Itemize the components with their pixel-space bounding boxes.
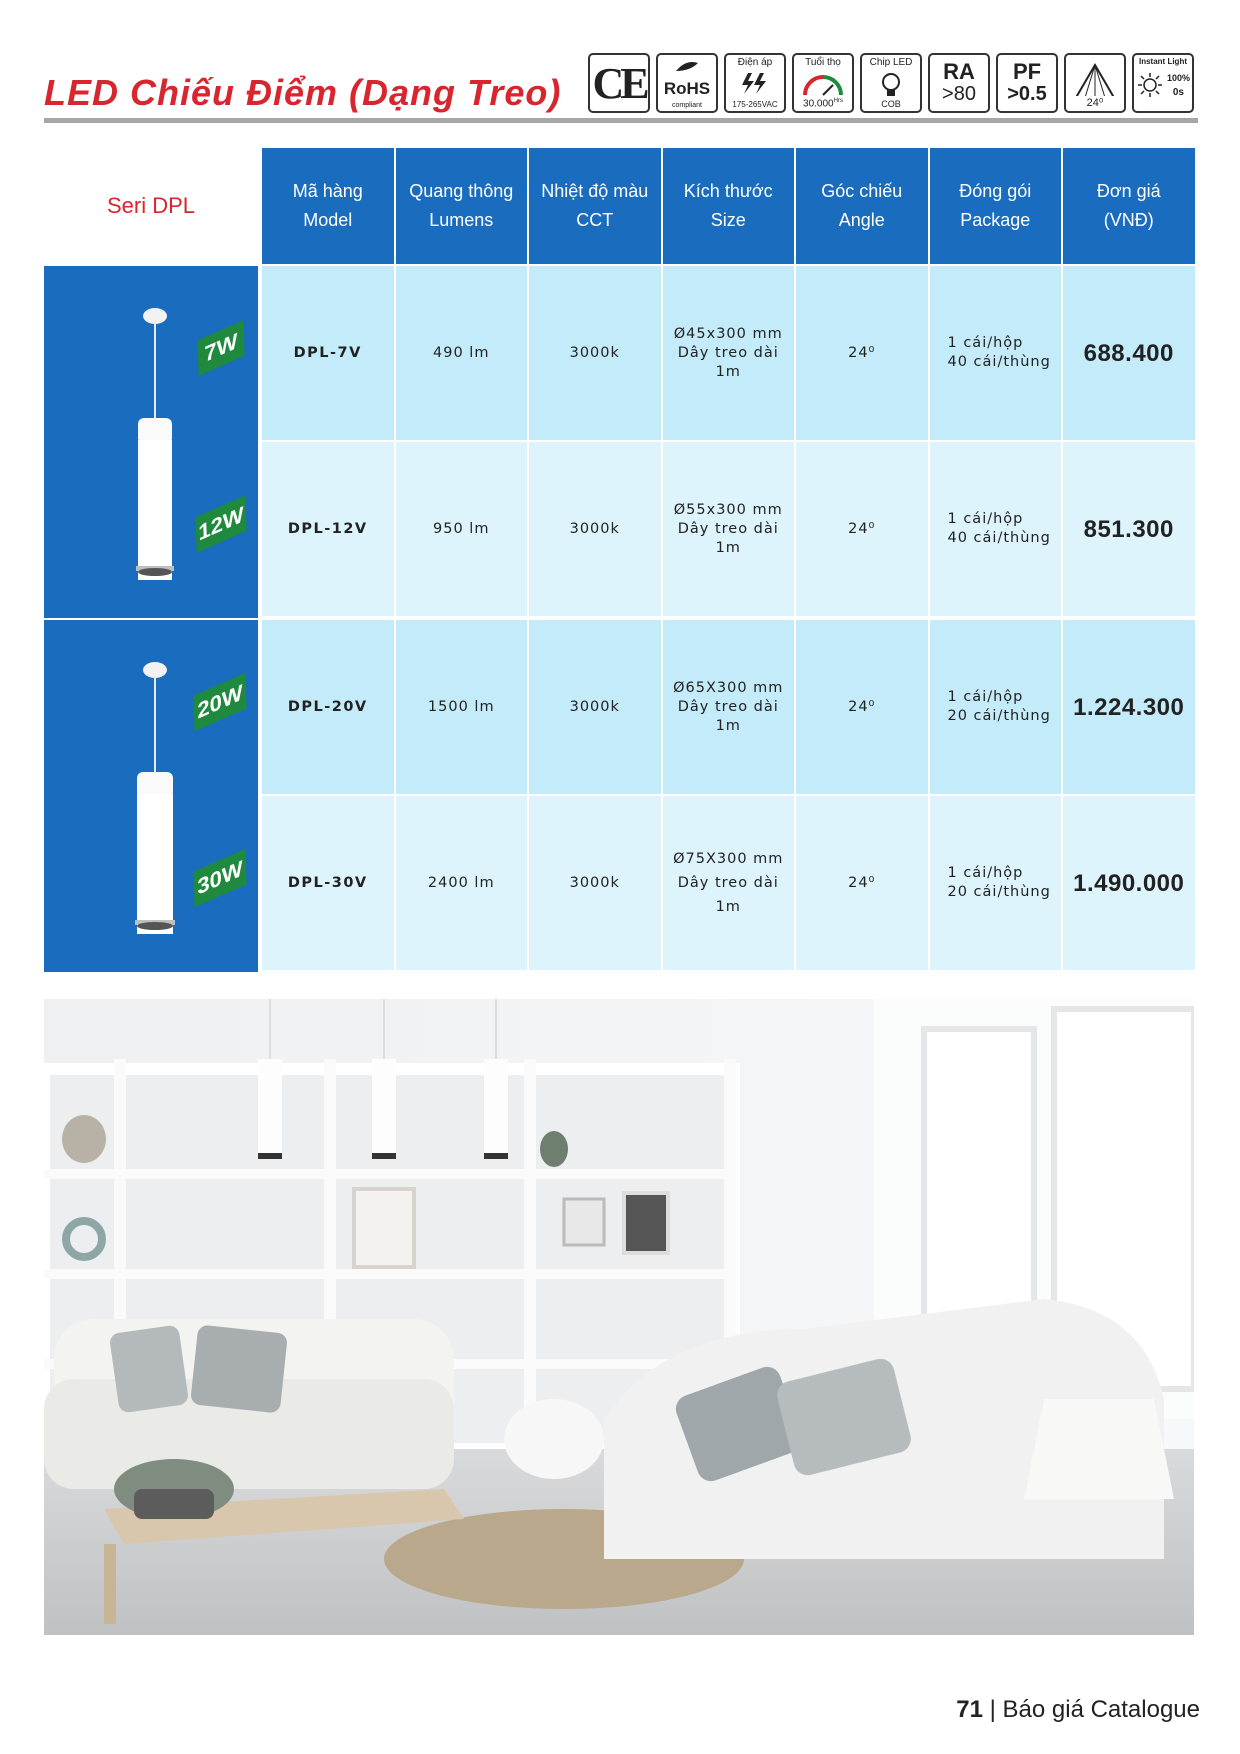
cct-cell: 3000k (529, 796, 661, 970)
voltage-badge: Điện áp 175-265VAC (724, 53, 786, 113)
size-cell: Ø75X300 mm Dây treo dài 1m (663, 796, 795, 970)
col-cct: Nhiệt độ màu CCT (529, 148, 661, 264)
living-room-image (44, 999, 1194, 1635)
col-package: Đóng gói Package (930, 148, 1062, 264)
wattage-label: 12W (195, 495, 246, 552)
table-row (262, 266, 1195, 440)
pendant-lamp-image (44, 266, 258, 618)
package-cell: 1 cái/hộp 40 cái/thùng (930, 266, 1062, 440)
bulb-icon (880, 72, 902, 98)
table-row (262, 620, 1195, 794)
col-size: Kích thước Size (663, 148, 795, 264)
lumens-cell: 950 lm (396, 442, 528, 616)
package-cell: 1 cái/hộp 20 cái/thùng (930, 620, 1062, 794)
col-lumens: Quang thông Lumens (396, 148, 528, 264)
table-row (262, 796, 1195, 970)
living-room-photo (44, 999, 1194, 1635)
package-cell: 1 cái/hộp 20 cái/thùng (930, 796, 1062, 970)
certification-badges (588, 53, 1194, 113)
model-cell: DPL-12V (262, 442, 394, 616)
series-label: Seri DPL (106, 193, 196, 218)
model-cell: DPL-7V (262, 266, 394, 440)
col-price: Đơn giá (VNĐ) (1063, 148, 1195, 264)
table-row (262, 442, 1195, 616)
instant-light-badge: Instant Light 100% 0s (1132, 53, 1194, 113)
col-model: Mã hàng Model (262, 148, 394, 264)
table-header (262, 148, 1195, 264)
model-cell: DPL-30V (262, 796, 394, 970)
gauge-icon (801, 75, 845, 97)
price-cell: 1.490.000 (1063, 796, 1195, 970)
footer-text: | Báo giá Catalogue (989, 1696, 1200, 1723)
product-image-panel (44, 266, 258, 618)
price-cell: 851.300 (1063, 442, 1195, 616)
package-cell: 1 cái/hộp 40 cái/thùng (930, 442, 1062, 616)
pf-badge: PF >0.5 (996, 53, 1058, 113)
product-image-panel (44, 620, 258, 972)
cct-cell: 3000k (529, 442, 661, 616)
rohs-badge: RoHS compliant (656, 53, 718, 113)
size-cell: Ø55x300 mm Dây treo dài 1m (663, 442, 795, 616)
wattage-label: 30W (193, 849, 246, 907)
page-title: LED Chiếu Điểm (Dạng Treo) (44, 72, 562, 113)
cct-cell: 3000k (529, 620, 661, 794)
beam-angle-badge: 24⁰ (1064, 53, 1126, 113)
wattage-label: 20W (193, 673, 246, 731)
lightning-icon (738, 71, 772, 95)
lumens-cell: 490 lm (396, 266, 528, 440)
angle-cell: 24⁰ (796, 796, 928, 970)
leaf-icon (672, 59, 702, 73)
title-divider (44, 118, 1198, 123)
chip-led-badge: Chip LED COB (860, 53, 922, 113)
price-cell: 1.224.300 (1063, 620, 1195, 794)
size-cell: Ø45x300 mm Dây treo dài 1m (663, 266, 795, 440)
angle-cell: 24⁰ (796, 266, 928, 440)
size-cell: Ø65X300 mm Dây treo dài 1m (663, 620, 795, 794)
model-cell: DPL-20V (262, 620, 394, 794)
sun-icon (1138, 73, 1162, 97)
lifetime-badge: Tuổi thọ $30.000^{Hrs}$ (792, 53, 854, 113)
pendant-lamp-image (44, 620, 258, 972)
lumens-cell: 2400 lm (396, 796, 528, 970)
ce-badge: CE (588, 53, 650, 113)
col-angle: Góc chiếu Angle (796, 148, 928, 264)
page-number: 71 (956, 1696, 983, 1723)
price-cell: 688.400 (1063, 266, 1195, 440)
angle-cell: 24⁰ (796, 442, 928, 616)
cct-cell: 3000k (529, 266, 661, 440)
wattage-label: 7W (197, 320, 244, 376)
angle-cell: 24⁰ (796, 620, 928, 794)
page-footer (956, 1696, 1200, 1724)
ra-badge: RA >80 (928, 53, 990, 113)
lumens-cell: 1500 lm (396, 620, 528, 794)
